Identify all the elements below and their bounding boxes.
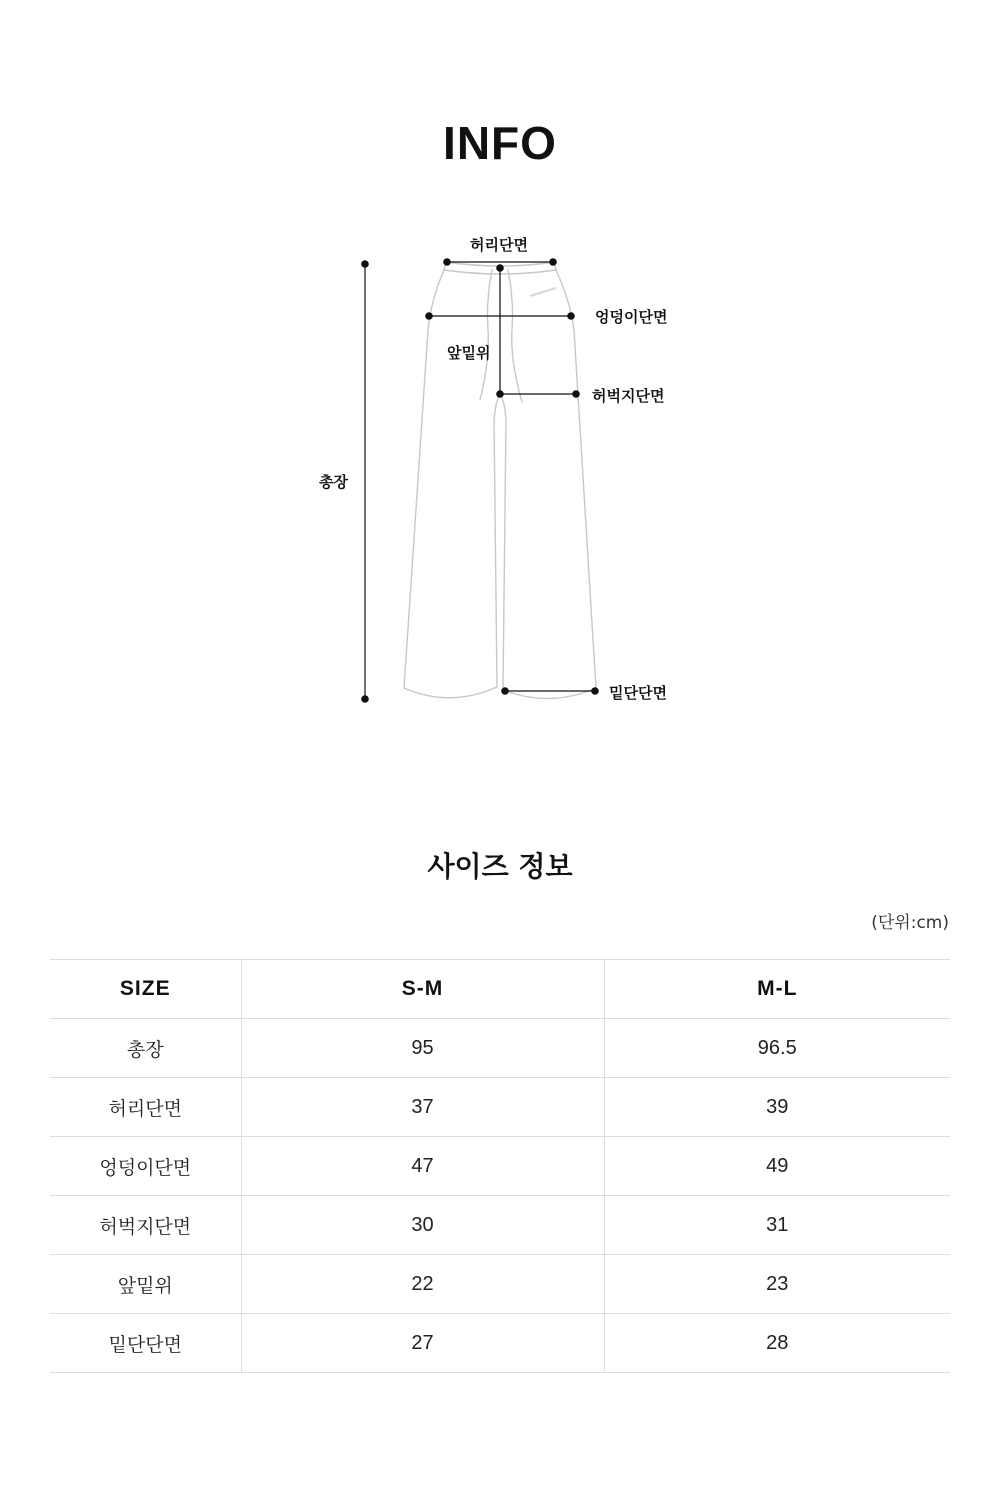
label-hip: 엉덩이단면 bbox=[595, 308, 668, 326]
row-label: 엉덩이단면 bbox=[50, 1137, 241, 1196]
label-hem: 밑단단면 bbox=[609, 684, 667, 702]
table-row bbox=[50, 1078, 950, 1137]
row-label: 앞밑위 bbox=[50, 1255, 241, 1314]
label-front-rise: 앞밑위 bbox=[447, 344, 491, 362]
table-row bbox=[50, 1137, 950, 1196]
table-header-row bbox=[50, 960, 950, 1019]
unit-label: (단위:cm) bbox=[871, 913, 949, 933]
table-row bbox=[50, 1314, 950, 1373]
cell-value: 23 bbox=[604, 1255, 950, 1314]
table-row bbox=[50, 1196, 950, 1255]
cell-value: 49 bbox=[604, 1137, 950, 1196]
label-waist: 허리단면 bbox=[470, 236, 528, 254]
info-title: INFO bbox=[443, 117, 557, 169]
column-header: SIZE bbox=[50, 960, 241, 1019]
row-label: 밑단단면 bbox=[50, 1314, 241, 1373]
cell-value: 22 bbox=[241, 1255, 604, 1314]
column-header: S-M bbox=[241, 960, 604, 1019]
row-label: 허리단면 bbox=[50, 1078, 241, 1137]
cell-value: 47 bbox=[241, 1137, 604, 1196]
cell-value: 95 bbox=[241, 1019, 604, 1078]
label-total-length: 총장 bbox=[319, 473, 348, 491]
label-thigh: 허벅지단면 bbox=[592, 387, 665, 405]
cell-value: 39 bbox=[604, 1078, 950, 1137]
row-label: 총장 bbox=[50, 1019, 241, 1078]
pants-logo-mark bbox=[530, 288, 556, 296]
cell-value: 30 bbox=[241, 1196, 604, 1255]
cell-value: 28 bbox=[604, 1314, 950, 1373]
cell-value: 31 bbox=[604, 1196, 950, 1255]
cell-value: 27 bbox=[241, 1314, 604, 1373]
column-header: M-L bbox=[604, 960, 950, 1019]
table-row bbox=[50, 1255, 950, 1314]
size-info-title: 사이즈 정보 bbox=[427, 850, 573, 883]
row-label: 허벅지단면 bbox=[50, 1196, 241, 1255]
size-table bbox=[50, 959, 950, 1373]
cell-value: 96.5 bbox=[604, 1019, 950, 1078]
cell-value: 37 bbox=[241, 1078, 604, 1137]
table-row bbox=[50, 1019, 950, 1078]
